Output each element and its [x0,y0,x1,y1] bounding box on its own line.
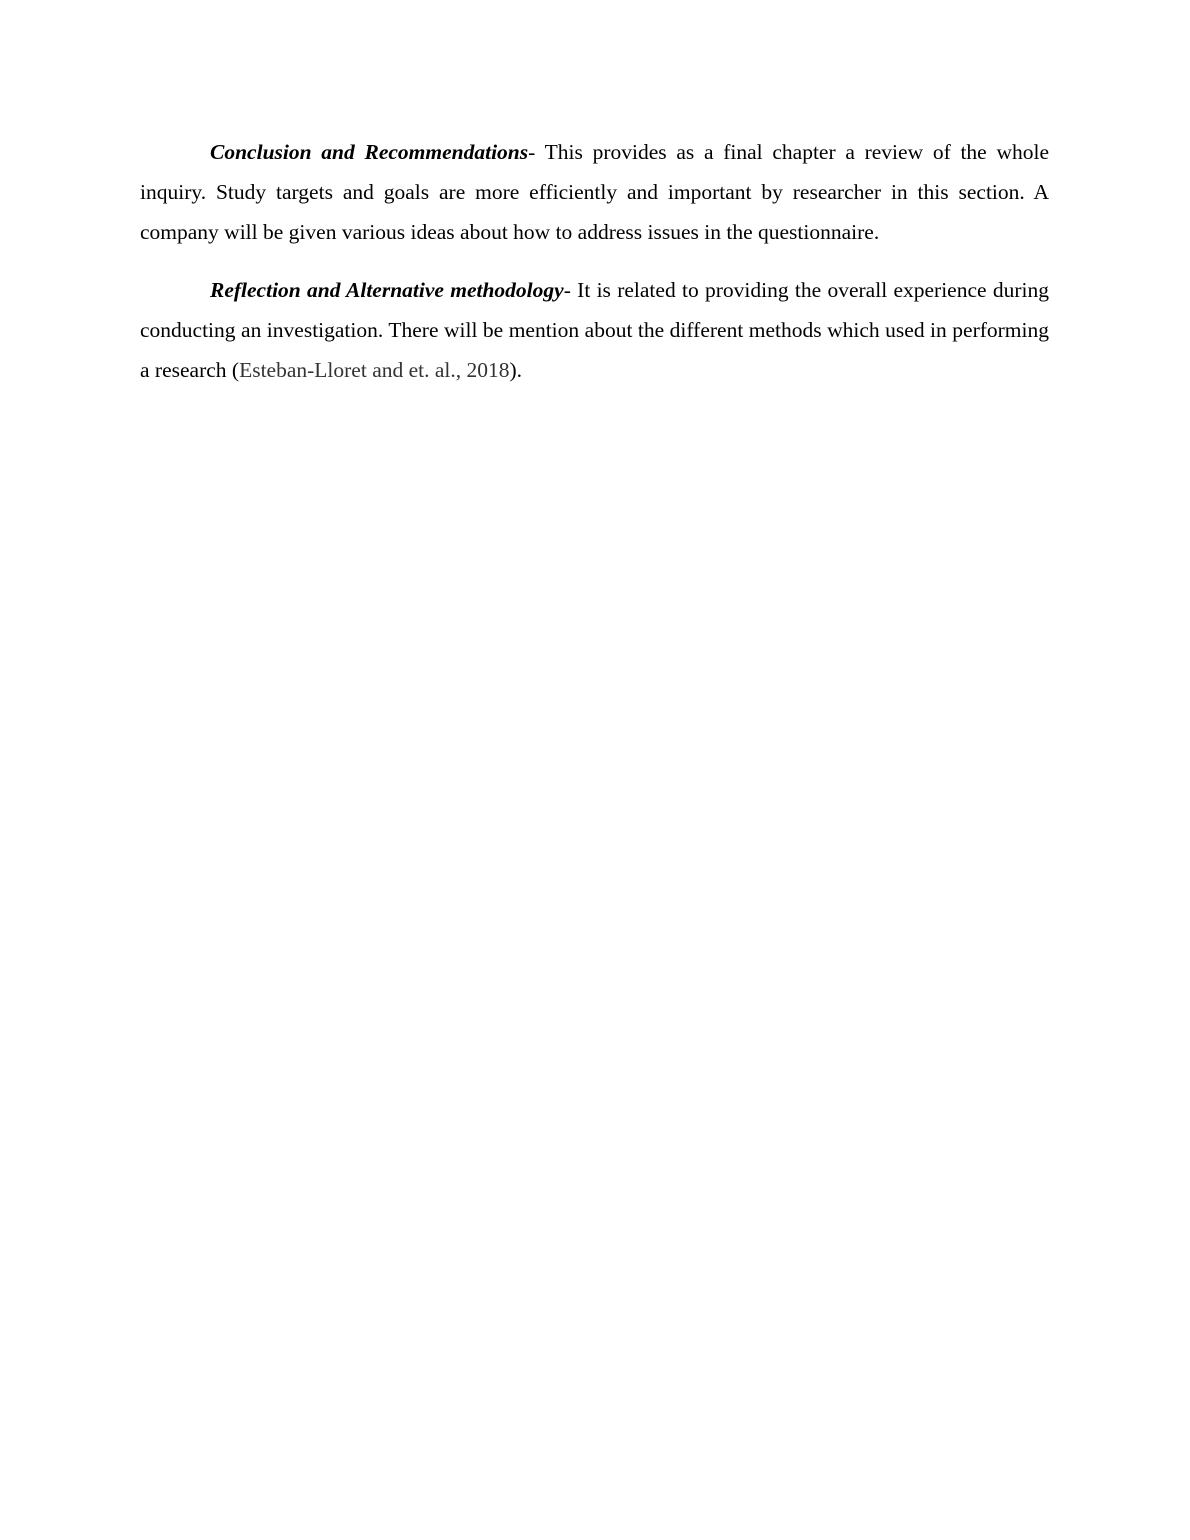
citation: Esteban-Lloret and et. al., 2018 [239,358,510,382]
paragraph-text-reflection-end: ). [509,358,523,382]
paragraph-reflection [140,270,1049,390]
document-body [140,132,1049,408]
paragraph-heading-conclusion: Conclusion and Recommendations [210,140,529,164]
paragraph-text-reflection: - It is related to providing the overall experience during conducting an investigation. There will be mention about the different methods which used in performing a research ( [140,278,1049,382]
paragraph-conclusion [140,132,1049,252]
paragraph-text-conclusion: - This provides as a final chapter a review of the whole inquiry. Study targets and goals are more efficiently and important by researcher in this section. A company will be given various ideas about how to address issues in the questionnaire. [140,140,1049,244]
paragraph-heading-reflection: Reflection and Alternative methodology [210,278,564,302]
